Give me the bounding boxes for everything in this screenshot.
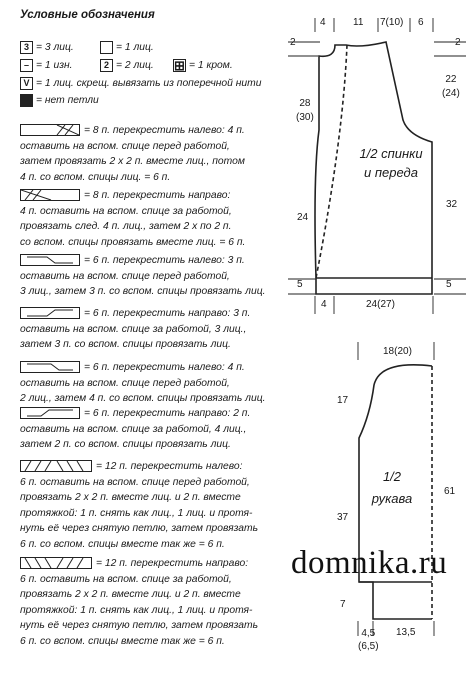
sleeve-right-dim-61: 61 <box>444 486 456 497</box>
entry-line: 6 п. оставить на вспом. спице перед работой, <box>20 476 250 488</box>
key-text: = 1 лиц. скрещ. вывязать из поперечной нити <box>36 78 262 90</box>
entry-line: = 6 п. перекрестить налево: 4 п. <box>84 362 245 373</box>
entry-line: протяжкой: 1 п. снять как лиц., 1 лиц. и протя- <box>20 604 253 616</box>
back-right-dim-22 <box>442 73 460 101</box>
twisted-v-icon: V <box>20 77 33 90</box>
entry-line: оставить на вспом. спице за работой, 3 лиц., <box>20 323 247 335</box>
back-label-line1: 1/2 спинки <box>359 146 423 161</box>
entry-line: = 8 п. перекрестить налево: 4 п. <box>84 125 245 136</box>
entry-line: 4 п. со вспом. спицы лиц. = 6 п. <box>20 171 171 183</box>
entry-line: 3 лиц., затем 3 п. со вспом. спицы провязать лиц. <box>20 286 266 298</box>
dim-value: 22 <box>445 74 457 85</box>
edge-stitch-icon: ⊞ <box>174 58 185 73</box>
dim-value: 4,5 <box>361 628 376 639</box>
symbol-3-knit-icon: 3 <box>20 41 33 54</box>
key-text: = 2 лиц. <box>116 60 154 72</box>
entry-line: протяжкой: 1 п. снять как лиц., 1 лиц. и протя- <box>20 507 253 519</box>
entry-line: = 6 п. перекрестить налево: 3 п. <box>84 255 245 266</box>
entry-line: нуть её через снятую петлю, затем провязать <box>20 523 259 535</box>
entry-line: оставить на вспом. спице перед работой, <box>20 140 230 152</box>
entry-line: нуть её через снятую петлю, затем провязать <box>20 620 259 632</box>
key-text: = 1 изн. <box>36 60 73 72</box>
entry-line: = 8 п. перекрестить направо: <box>84 190 231 201</box>
dim-value: (24) <box>442 88 460 99</box>
back-left-dim-2: 2 <box>290 37 296 48</box>
entry-line: 4 п. оставить на вспом. спице за работой, <box>20 205 232 217</box>
back-front-label <box>351 144 431 182</box>
entry-line: оставить на вспом. спице перед работой, <box>20 377 230 389</box>
sleeve-label-line1: 1/2 <box>382 469 402 484</box>
dim-value: (6,5) <box>358 641 379 652</box>
sleeve-label-line2: рукава <box>371 491 413 506</box>
back-top-dim-3: 7(10) <box>380 17 404 28</box>
entry-line: затем провязать 2 х 2 п. вместе лиц., потом <box>20 156 245 168</box>
entry-line: провязать 2 х 2 п. вместе лиц. и 2 п. вместе <box>20 492 241 504</box>
entry-line: 2 лиц., затем 4 п. со вспом. спицы провязать лиц. <box>20 393 266 405</box>
sleeve-left-dim-37: 37 <box>337 512 349 523</box>
sleeve-left-dim-7: 7 <box>340 599 346 610</box>
back-top-dim-2: 11 <box>353 17 364 28</box>
entry-line: затем 3 п. со вспом. спицы провязать лиц. <box>20 339 231 351</box>
entry-line: 6 п. оставить на вспом. спице за работой, <box>20 573 232 585</box>
key-text: = нет петли <box>36 95 99 107</box>
symbol-2-knit-icon: 2 <box>100 59 113 72</box>
sleeve-bottom-dim-4-5 <box>358 627 379 653</box>
entry-line: оставить на вспом. спице за работой, 4 лиц., <box>20 423 247 435</box>
sleeve-top-dim: 18(20) <box>383 346 412 357</box>
back-top-dim-1: 4 <box>320 17 326 28</box>
sleeve-label <box>370 466 414 510</box>
entry-line: со вспом. спицы провязать вместе лиц. = 6 п. <box>20 236 246 248</box>
key-text: = 3 лиц. <box>36 42 74 54</box>
entry-line: провязать след. 4 п. лиц., затем 2 х по 2 п. <box>20 221 232 233</box>
back-label-line2: и переда <box>364 165 418 180</box>
entry-line: = 6 п. перекрестить направо: 3 п. <box>84 308 251 319</box>
back-bottom-dim-24: 24(27) <box>366 299 395 310</box>
back-right-dim-32: 32 <box>446 199 458 210</box>
back-left-dim-5: 5 <box>297 279 303 290</box>
entry-line: = 12 п. перекрестить налево: <box>96 461 243 472</box>
dim-value: 28 <box>299 98 311 109</box>
sleeve-bottom-dim-13-5: 13,5 <box>396 627 416 638</box>
entry-line: = 6 п. перекрестить направо: 2 п. <box>84 408 251 419</box>
entry-line: 6 п. со вспом. спицы вместе так же = 6 п. <box>20 635 225 647</box>
entry-line: 6 п. со вспом. спицы вместе так же = 6 п. <box>20 538 225 550</box>
entry-line: провязать 2 х 2 п. вместе лиц. и 2 п. вместе <box>20 589 241 601</box>
back-top-dim-4: 6 <box>418 17 424 28</box>
purl-dash-icon: – <box>20 59 33 72</box>
back-right-dim-2: 2 <box>455 37 461 48</box>
key-text: = 1 лиц. <box>116 42 154 54</box>
entry-line: = 12 п. перекрестить направо: <box>96 558 249 569</box>
entry-line: оставить на вспом. спице перед работой, <box>20 270 230 282</box>
dim-value: (30) <box>296 112 314 123</box>
back-left-dim-24: 24 <box>297 212 309 223</box>
back-right-dim-5: 5 <box>446 279 452 290</box>
back-left-dim-28 <box>296 97 314 125</box>
sleeve-left-dim-17: 17 <box>337 395 349 406</box>
back-bottom-dim-4: 4 <box>321 299 327 310</box>
entry-line: затем 2 п. со вспом. спицы провязать лиц. <box>20 439 231 451</box>
site-watermark: domnika.ru <box>291 545 448 581</box>
key-text: = 1 кром. <box>189 60 233 72</box>
legend-title: Условные обозначения <box>20 9 155 21</box>
